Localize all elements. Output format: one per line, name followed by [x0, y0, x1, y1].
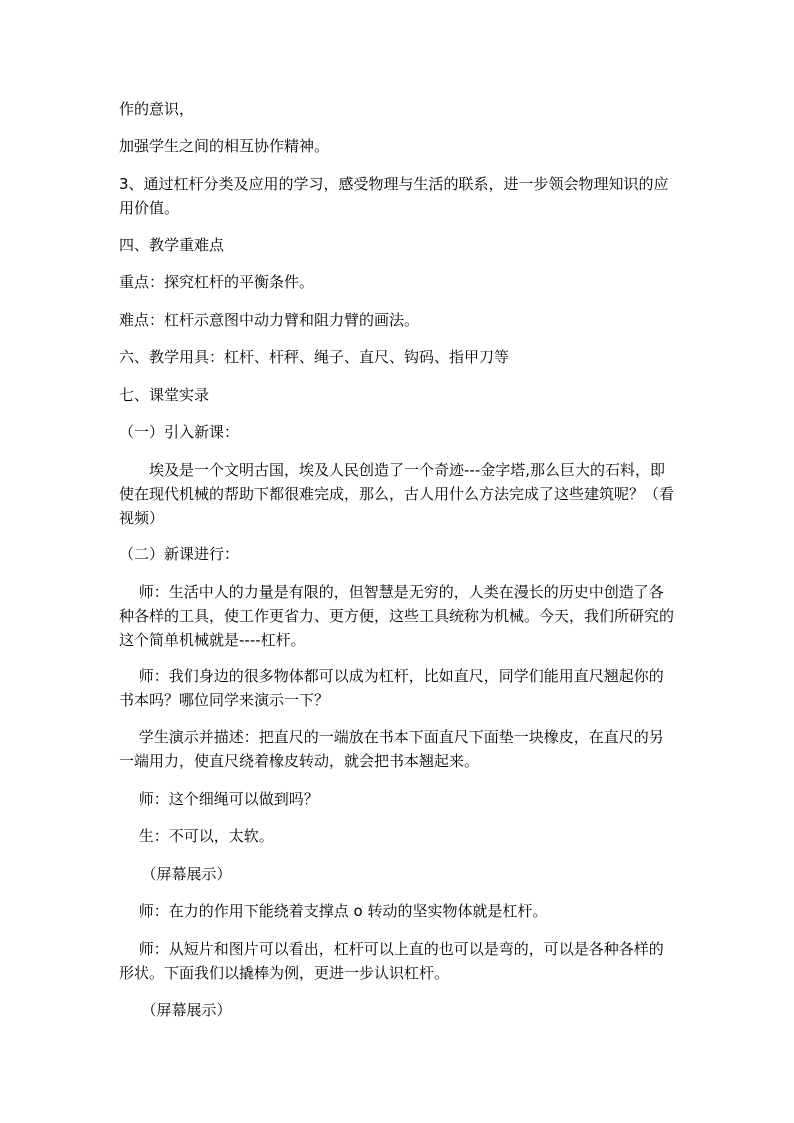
paragraph-teacher-1: 师：生活中人的力量是有限的，但智慧是无穷的，人类在漫长的历史中创造了各种各样的工具，使工作更省力、更方便，这些工具统称为机械。今天，我们所研究的这个简单机械就是----杠杆。	[119, 583, 675, 649]
subheading-introduction: （一）引入新课：	[119, 423, 240, 441]
paragraph-teacher-2: 师：我们身边的很多物体都可以成为杠杆，比如直尺，同学们能用直尺翘起你的书本吗？哪位同学来演示一下？	[119, 667, 664, 709]
paragraph-egypt: 埃及是一个文明古国，埃及人民创造了一个奇迹---金字塔,那么巨大的石料，即使在现代机械的帮助下都很难完成，那么，古人用什么方法完成了这些建筑呢？（看视频）	[119, 461, 675, 527]
subheading-new-lesson: （二）新课进行：	[119, 545, 240, 563]
paragraph-screen-display-2: （屏幕展示）	[119, 1001, 232, 1019]
section-heading-6: 六、教学用具：杠杆、杆秤、绳子、直尺、钩码、指甲刀等	[119, 348, 510, 366]
paragraph-difficulty: 难点：杠杆示意图中动力臂和阻力臂的画法。	[119, 311, 420, 329]
paragraph-teacher-3: 师：这个细绳可以做到吗？	[119, 790, 319, 808]
section-heading-4: 四、教学重难点	[119, 236, 225, 254]
paragraph-2: 加强学生之间的相互协作精神。	[119, 137, 330, 155]
paragraph-student-demo: 学生演示并描述：把直尺的一端放在书本下面直尺下面垫一块橡皮，在直尺的另一端用力，使直尺绕着橡皮转动，就会把书本翘起来。	[119, 728, 664, 770]
paragraph-3: 3、通过杠杆分类及应用的学习，感受物理与生活的联系，进一步领会物理知识的应用价值。	[119, 175, 669, 217]
paragraph-key-point: 重点：探究杠杆的平衡条件。	[119, 273, 315, 291]
paragraph-teacher-4: 师：在力的作用下能绕着支撑点 o 转动的坚实物体就是杠杆。	[119, 902, 548, 920]
paragraph-screen-display-1: （屏幕展示）	[119, 865, 232, 883]
paragraph-1: 作的意识，	[119, 100, 195, 118]
paragraph-student-answer: 生：不可以，太软。	[119, 827, 274, 845]
paragraph-teacher-5: 师：从短片和图片可以看出，杠杆可以上直的也可以是弯的，可以是各种各样的形状。下面我们以撬棒为例，更进一步认识杠杆。	[119, 940, 664, 982]
section-heading-7: 七、课堂实录	[119, 386, 210, 404]
